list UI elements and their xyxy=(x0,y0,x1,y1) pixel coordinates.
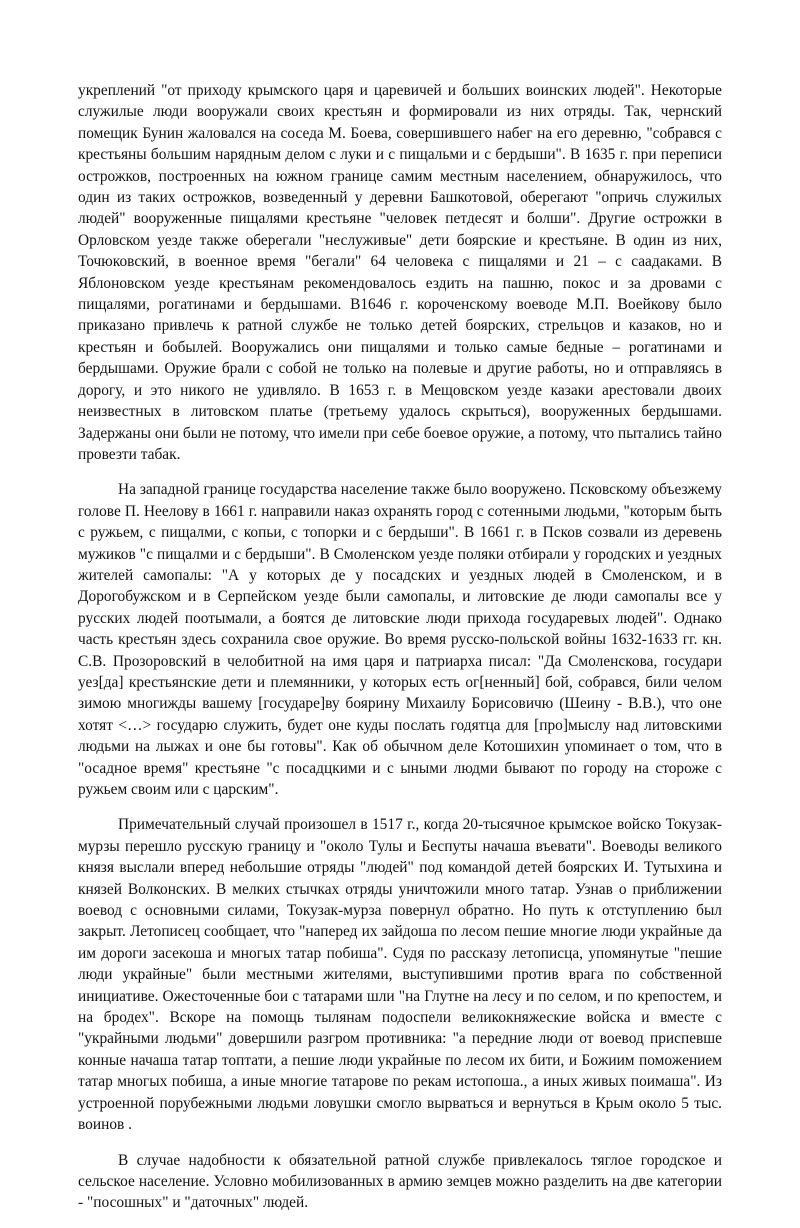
paragraph-3: Примечательный случай произошел в 1517 г., когда 20-тысячное крымское войско Токузак-мурзы перешло русскую границу и "около Тулы и Беспуты начаша въевати". Воеводы великого князя выслали вперед небольшие отряды "людей" под командой детей боярских И. Тутыхина и князей Волконских. В мелких стычках отряды уничтожили много татар. Узнав о приближении воевод с основными силами, Токузак-мурза повернул обратно. Но путь к отступлению был закрыт. Летописец сообщает, что "наперед их зайдоша по лесом пешие многие люди украйные да им дороги засекоша и многых татар побиша". Судя по рассказу летописца, упомянутые "пешие люди украйные" были местными жителями, выступившими против врага по собственной инициативе. Ожесточенные бои с татарами шли "на Глутне на лесу и по селом, и по крепостем, и на бродех". Вскоре на помощь тылянам подоспели великокняжеские войска и вместе с "украйными людьми" довершили разгром противника: "а передние люди от воевод приспевше конные начаша татар топтати, а пешие люди украйные по лесом их бити, и Божиим поможением татар многых побиша, а иные многие татарове по рекам истопоша., а иных живых поимаша". Из устроенной порубежными людьми ловушки смогло вырваться и вернуться в Крым около 5 тыс. воинов . xyxy=(78,816,722,1134)
paragraph-4: В случае надобности к обязательной ратной службе привлекалось тяглое городское и сельское население. Условно мобилизованных в армию земцев можно разделить на две категории - "посошных" и "даточных" людей. xyxy=(78,1151,722,1212)
paragraph-2: На западной границе государства население также было вооружено. Псковскому объезжему голове П. Неелову в 1661 г. направили наказ охранять город с сотенными людьми, "которым быть с ружьем, с пищалми, с копьи, с топорки и с бердыши". В 1661 г. в Псков созвали из деревень мужиков "с пищалми и с бердыши". В Смоленском уезде поляки отбирали у городских и уездных жителей самопалы: "А у которых де у посадских и уездных людей в Смоленском, и в Дорогобужском и в Серпейском уезде были самопалы, и литовские де люди самопалы все у русских людей поотымали, а боятся де литовские люди прихода государевых людей". Однако часть крестьян здесь сохранила свое оружие. Во время русско-польской войны 1632-1633 гг. кн. С.В. Прозоровский в челобитной на имя царя и патриарха писал: "Да Смоленскова, государи уез[да] крестьянские дети и племянники, у которых есть ог[ненный] бой, собрався, били челом зимою многижды вашему [государе]ву боярину Михаилу Борисовичю (Шеину - В.В.), что оне хотят <…> государю служить, будет оне куды послать годятца для [про]мыслу над литовскими людьми на лыжах и оне бы готовы". Как об обычном деле Котошихин упоминает о том, что в "осадное время" крестьяне "с посадцкими и с ыными людми бывают по городу на стороже с ружьем своим или с царским". xyxy=(78,481,722,798)
document-page xyxy=(78,80,722,1228)
paragraph-1: укреплений "от приходу крымского царя и царевичей и больших воинских людей". Некоторые служилые люди вооружали своих крестьян и формировали из них отряды. Так, чернский помещик Бунин жаловался на соседа М. Боева, совершившего набег на его деревню, "собрався с крестьяны большим нарядным делом с луки и с пищальми и с бердыши". В 1635 г. при переписи острожков, построенных на южном границе самим местным населением, обнаружилось, что один из таких острожков, возведенный у деревни Башкотовой, оберегают "опричь служилых людей" вооруженные пищалями крестьяне "человек петдесят и болши". Другие острожки в Орловском уезде также оберегали "неслуживые" дети боярские и крестьяне. В один из них, Точюковский, в военное время "бегали" 64 человека с пищалями и 21 – с саадаками. В Яблоновском уезде крестьянам рекомендовалось ездить на пашню, покос и за дровами с пищалями, рогатинами и бердышами. В1646 г. короченскому воеводе М.П. Воейкову было приказано привлечь к ратной службе не только детей боярских, стрельцов и казаков, но и крестьян и бобылей. Вооружались они пищалями и только самые бедные – рогатинами и бердышами. Оружие брали с собой не только на полевые и другие работы, но и отправляясь в дорогу, и это никого не удивляло. В 1653 г. в Мещовском уезде казаки арестовали двоих неизвестных в литовском платье (третьему удалось скрыться), вооруженных бердышами. Задержаны они были не потому, что имели при себе боевое оружие, а потому, что пытались тайно провезти табак. xyxy=(78,82,722,463)
